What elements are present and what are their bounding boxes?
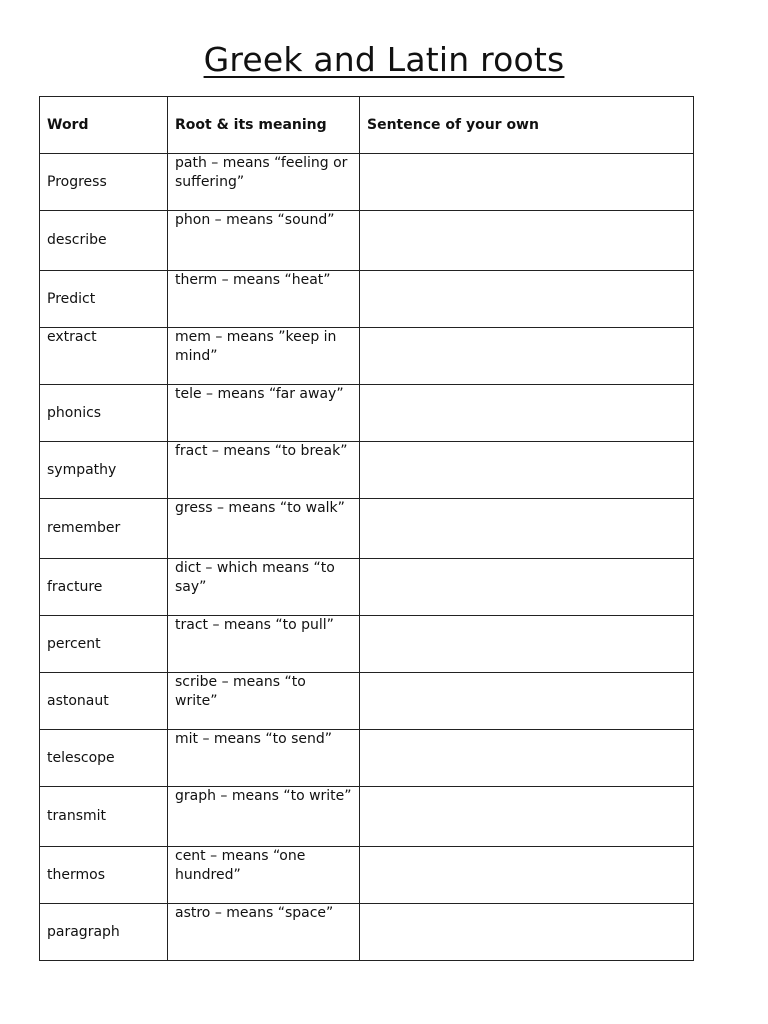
sentence-cell[interactable] bbox=[360, 211, 694, 271]
word-cell: astonaut bbox=[40, 673, 168, 730]
word-cell: describe bbox=[40, 211, 168, 271]
root-meaning-cell: tele – means “far away” bbox=[168, 385, 360, 442]
word-cell: extract bbox=[40, 328, 168, 385]
root-meaning-cell: astro – means “space” bbox=[168, 904, 360, 961]
sentence-cell[interactable] bbox=[360, 673, 694, 730]
header-root-meaning: Root & its meaning bbox=[168, 97, 360, 154]
root-meaning-cell: gress – means “to walk” bbox=[168, 499, 360, 559]
table-row bbox=[40, 211, 694, 271]
table-row bbox=[40, 847, 694, 904]
word-cell: remember bbox=[40, 499, 168, 559]
table-row bbox=[40, 385, 694, 442]
word-cell: Progress bbox=[40, 154, 168, 211]
sentence-cell[interactable] bbox=[360, 904, 694, 961]
header-sentence: Sentence of your own bbox=[360, 97, 694, 154]
root-meaning-cell: phon – means “sound” bbox=[168, 211, 360, 271]
table-row bbox=[40, 904, 694, 961]
table-row bbox=[40, 673, 694, 730]
table-row bbox=[40, 442, 694, 499]
sentence-cell[interactable] bbox=[360, 499, 694, 559]
table-row bbox=[40, 787, 694, 847]
table-row bbox=[40, 730, 694, 787]
table-row bbox=[40, 559, 694, 616]
sentence-cell[interactable] bbox=[360, 154, 694, 211]
sentence-cell[interactable] bbox=[360, 385, 694, 442]
word-cell: telescope bbox=[40, 730, 168, 787]
root-meaning-cell: fract – means “to break” bbox=[168, 442, 360, 499]
roots-table bbox=[39, 96, 694, 961]
root-meaning-cell: dict – which means “to say” bbox=[168, 559, 360, 616]
table-row bbox=[40, 271, 694, 328]
header-word: Word bbox=[40, 97, 168, 154]
sentence-cell[interactable] bbox=[360, 442, 694, 499]
root-meaning-cell: mit – means “to send” bbox=[168, 730, 360, 787]
table-row bbox=[40, 616, 694, 673]
sentence-cell[interactable] bbox=[360, 559, 694, 616]
table-row bbox=[40, 154, 694, 211]
sentence-cell[interactable] bbox=[360, 328, 694, 385]
table-row bbox=[40, 499, 694, 559]
word-cell: transmit bbox=[40, 787, 168, 847]
sentence-cell[interactable] bbox=[360, 847, 694, 904]
word-cell: fracture bbox=[40, 559, 168, 616]
root-meaning-cell: tract – means “to pull” bbox=[168, 616, 360, 673]
root-meaning-cell: cent – means “one hundred” bbox=[168, 847, 360, 904]
word-cell: Predict bbox=[40, 271, 168, 328]
root-meaning-cell: therm – means “heat” bbox=[168, 271, 360, 328]
word-cell: sympathy bbox=[40, 442, 168, 499]
word-cell: phonics bbox=[40, 385, 168, 442]
sentence-cell[interactable] bbox=[360, 271, 694, 328]
root-meaning-cell: mem – means ”keep in mind” bbox=[168, 328, 360, 385]
sentence-cell[interactable] bbox=[360, 730, 694, 787]
table-row bbox=[40, 328, 694, 385]
root-meaning-cell: scribe – means “to write” bbox=[168, 673, 360, 730]
sentence-cell[interactable] bbox=[360, 616, 694, 673]
sentence-cell[interactable] bbox=[360, 787, 694, 847]
table-header-row bbox=[40, 97, 694, 154]
root-meaning-cell: graph – means “to write” bbox=[168, 787, 360, 847]
word-cell: thermos bbox=[40, 847, 168, 904]
word-cell: percent bbox=[40, 616, 168, 673]
root-meaning-cell: path – means “feeling or suffering” bbox=[168, 154, 360, 211]
worksheet-title: Greek and Latin roots bbox=[203, 40, 565, 79]
word-cell: paragraph bbox=[40, 904, 168, 961]
